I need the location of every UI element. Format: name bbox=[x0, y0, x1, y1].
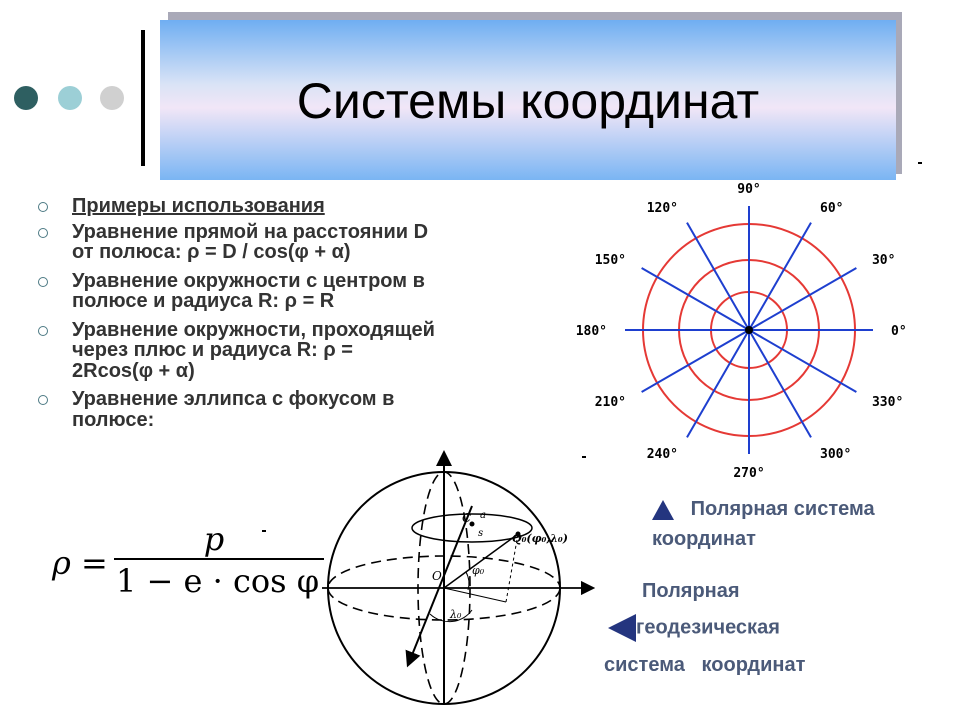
bullet-text: Уравнение прямой на расстоянии D от полюса: ρ = D / cos(φ + α) bbox=[72, 220, 429, 263]
geodesic-caption-line3: система координат bbox=[604, 654, 806, 676]
polar-angle-label: 150° bbox=[594, 253, 627, 268]
bullet-text: Примеры использования bbox=[72, 195, 325, 217]
globe-diagram bbox=[322, 454, 592, 714]
bullet-marker-icon bbox=[38, 228, 48, 238]
polar-angle-label: 180° bbox=[575, 324, 607, 339]
bullet-item bbox=[36, 271, 436, 312]
geodesic-caption-line2: геодезическая bbox=[636, 616, 780, 639]
bullet-text: Уравнение окружности с центром в полюсе и радиуса R: ρ = R bbox=[72, 269, 425, 312]
formula-denominator: 1 − e · cos φ bbox=[116, 562, 320, 600]
dot-light bbox=[100, 86, 124, 110]
polar-angle-label: 0° bbox=[891, 324, 907, 339]
title-box bbox=[160, 20, 896, 180]
label-phi0: φ₀ bbox=[472, 564, 485, 577]
title-dash bbox=[918, 162, 922, 164]
diagonal-axis bbox=[410, 506, 472, 660]
bullet-text: Уравнение окружности, проходящей через плюс и радиуса R: ρ = 2Rcos(φ + α) bbox=[72, 318, 435, 382]
polar-angle-label: 330° bbox=[871, 395, 904, 410]
label-s: s bbox=[478, 528, 484, 539]
bullet-marker-icon bbox=[38, 326, 48, 336]
formula-dash bbox=[262, 530, 266, 532]
polar-angle-label: 90° bbox=[737, 182, 761, 197]
bullet-marker-icon bbox=[38, 277, 48, 287]
triangle-up-icon bbox=[652, 500, 674, 520]
polar-pole bbox=[745, 326, 753, 334]
label-lambda0: λ₀ bbox=[450, 608, 462, 621]
ellipse-formula bbox=[52, 520, 320, 600]
bullet-item bbox=[36, 196, 436, 217]
formula-lhs: ρ = bbox=[52, 544, 108, 582]
bullet-item bbox=[36, 222, 436, 263]
polar-angle-label: 120° bbox=[646, 201, 678, 217]
dot-dark bbox=[14, 86, 38, 110]
polar-angle-label: 210° bbox=[594, 395, 627, 410]
polar-grid-diagram bbox=[560, 182, 950, 481]
polar-angle-label: 30° bbox=[871, 253, 896, 268]
slide-title: Системы координат bbox=[296, 73, 760, 129]
label-a: a bbox=[480, 510, 486, 521]
formula-bar bbox=[114, 558, 324, 560]
polar-angle-label: 270° bbox=[733, 466, 765, 481]
bullet-item bbox=[36, 389, 436, 430]
polar-caption bbox=[652, 494, 942, 554]
bullet-text: Уравнение эллипса с фокусом в полюсе: bbox=[72, 388, 395, 431]
polar-angle-label: 300° bbox=[820, 446, 852, 462]
label-c: C bbox=[462, 511, 472, 525]
projection bbox=[444, 588, 506, 602]
triangle-left-icon bbox=[608, 614, 636, 642]
dot-mid bbox=[58, 86, 82, 110]
geodesic-caption-line2-wrap bbox=[608, 614, 780, 642]
formula-numerator: p bbox=[203, 520, 225, 558]
bullet-item bbox=[36, 320, 436, 382]
geodesic-caption-line1: Полярная bbox=[642, 580, 740, 602]
polar-caption-text: Полярная система координат bbox=[652, 498, 875, 550]
polar-angle-label: 60° bbox=[820, 201, 844, 217]
bullet-marker-icon bbox=[38, 202, 48, 212]
label-o: O bbox=[432, 569, 442, 583]
polar-angle-label: 240° bbox=[646, 446, 678, 462]
label-q0: Q₀(φ₀,λ₀) bbox=[512, 532, 568, 545]
divider-line bbox=[141, 30, 145, 166]
bullet-list bbox=[36, 196, 436, 438]
bullet-marker-icon bbox=[38, 395, 48, 405]
